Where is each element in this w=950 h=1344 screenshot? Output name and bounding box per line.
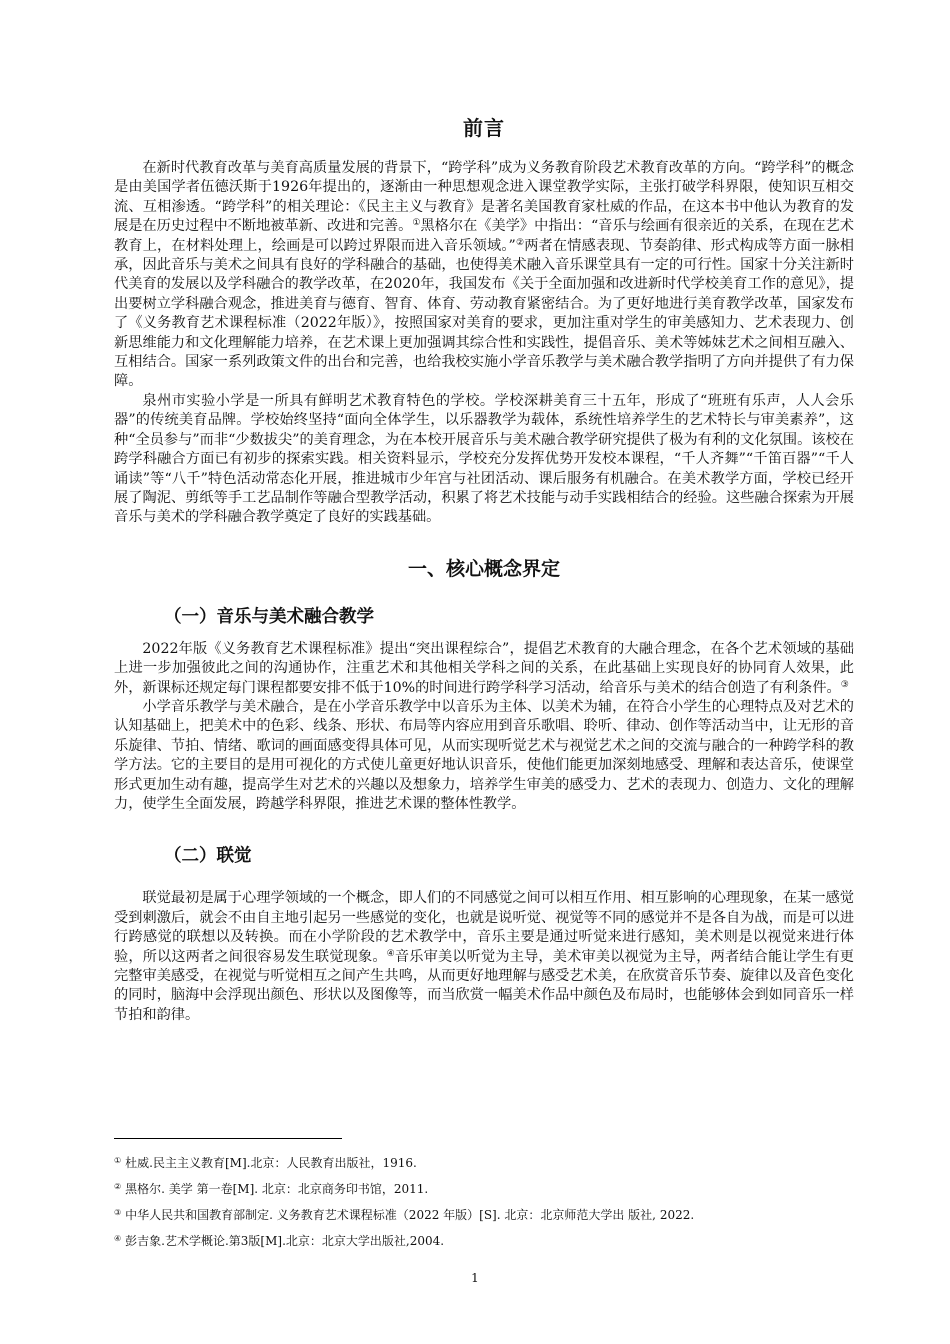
section-heading: 一、核心概念界定 bbox=[407, 557, 560, 580]
text-run: 在新时代教育改革与美育高质量发展的背景下，“跨学科”成为义务教育阶段艺术教育改革的方向。“跨学科”的概念是由美国学者伍德沃斯于1926年提出的，逐渐由一种思想观念进入课堂教学实际，主张打破学科界限，使知识互相交流、互相渗透。“跨学科”的相关理论：《民主主义与教育》是著名美国教育家杜威的作品，在这本书中他认为教育的发展是在历史过程中不断地被革新、改进和完善。 bbox=[114, 160, 854, 235]
footnote-text: 黑格尔. 美学 第一卷[M]. 北京：北京商务印书馆，2011. bbox=[125, 1182, 429, 1196]
subsection-heading: （一）音乐与美术融合教学 bbox=[164, 606, 374, 627]
footnote-ref: ② bbox=[515, 237, 525, 248]
footnote-ref: ① bbox=[412, 218, 421, 229]
footnote-text: 中华人民共和国教育部制定. 义务教育艺术课程标准（2022 年版）[S]. 北京：北京师范大学出 版社, 2022. bbox=[125, 1208, 695, 1222]
text-run: 两者在情感表现、节奏韵律、形式构成等方面一脉相承，因此音乐与美术之间具有良好的学科融合的基础，也使得美术融入音乐课堂具有一定的可行性。国家十分关注新时代美育的发展以及学科融合的教学改革，在2020年，我国发布《关于全面加强和改进新时代学校美育工作的意见》，提出要树立学科融合观念，推进美育与德育、智育、体育、劳动教育紧密结合。为了更好地进行美育教学改革，国家发布了《义务教育艺术课程标准（2022年版）》，按照国家对美育的要求，更加注重对学生的审美感知力、艺术表现力、创新思维能力和文化理解能力培养，在艺术课上更加强调其综合性和实践性，提倡音乐、美术等姊妹艺术之间相互融入、互相结合。国家一系列政策文件的出台和完善，也给我校实施小学音乐教学与美术融合教学指明了方向并提供了有力保障。 bbox=[114, 237, 854, 390]
text-run: 音乐审美以听觉为主导，美术审美以视觉为主导，两者结合能让学生有更完整审美感受，在视觉与听觉相互之间产生共鸣，从而更好地理解与感受艺术美，在欣赏音乐节奏、旋律以及音色变化的同时，脑海中会浮现出颜色、形状以及图像等，而当欣赏一幅美术作品中颜色及布局时，也能够体会到如同音乐一样节拍和韵律。 bbox=[114, 948, 854, 1023]
footnote-item bbox=[114, 1202, 854, 1228]
page-title: 前言 bbox=[463, 116, 505, 140]
footnote-text: 彭吉象.艺术学概论.第3版[M].北京：北京大学出版社,2004. bbox=[125, 1234, 445, 1248]
footnote-ref: ④ bbox=[386, 948, 395, 959]
footnote-mark: ④ bbox=[114, 1234, 122, 1243]
body-paragraph bbox=[114, 640, 854, 698]
text-run: 黑格尔在《美学》中指出：“音乐与绘画有很亲近的关系，在现在艺术教育上，在材料处理上，绘画是可以跨过界限而进入音乐领域。” bbox=[114, 218, 854, 254]
preface-body bbox=[114, 159, 854, 528]
footnote-mark: ② bbox=[114, 1182, 122, 1191]
subsection-heading: （二）联觉 bbox=[164, 846, 252, 867]
footnote-item bbox=[114, 1150, 854, 1176]
footnote-item bbox=[114, 1176, 854, 1202]
footnote-separator bbox=[114, 1138, 342, 1139]
text-run: 联觉最初是属于心理学领域的一个概念，即人们的不同感觉之间可以相互作用、相互影响的心理现象，在某一感觉受到刺激后，就会不由自主地引起另一些感觉的变化，也就是说听觉、视觉等不同的感觉并不是各自为战，而是可以进行跨感觉的联想以及转换。而在小学阶段的艺术教学中，音乐主要是通过听觉来进行感知，美术则是以视觉来进行体验，所以这两者之间很容易发生联觉现象。 bbox=[114, 890, 854, 965]
text-run: 2022年版《义务教育艺术课程标准》提出“突出课程综合”，提倡艺术教育的大融合理念，在各个艺术领域的基础上进一步加强彼此之间的沟通协作，注重艺术和其他相关学科之间的关系，在此基础上实现良好的协同育人效果，此外，新课标还规定每门课程都要安排不低于10%的时间进行跨学科学习活动，给音乐与美术的结合创造了有利条件。 bbox=[114, 640, 854, 696]
footnote-ref: ③ bbox=[840, 679, 849, 690]
text-run: 小学音乐教学与美术融合，是在小学音乐教学中以音乐为主体、以美术为辅，在符合小学生的心理特点及对艺术的认知基础上，把美术中的色彩、线条、形状、布局等内容应用到音乐歌唱、聆听、律动、创作等活动当中，让无形的音乐旋律、节拍、情绪、歌词的画面感变得具体可见，从而实现听觉艺术与视觉艺术之间的交流与融合的一种跨学科的教学方法。它的主要目的是用可视化的方式使儿童更好地认识音乐，使他们能更加深刻地感受、理解和表达音乐，使课堂形式更加生动有趣，提高学生对艺术的兴趣以及想象力，培养学生审美的感受力、艺术的表现力、创造力、文化的理解力，使学生全面发展，跨越学科界限，推进艺术课的整体性教学。 bbox=[114, 698, 854, 812]
footnote-item bbox=[114, 1228, 854, 1254]
body-paragraph bbox=[114, 159, 854, 392]
footnote-mark: ① bbox=[114, 1156, 122, 1165]
footnote-mark: ③ bbox=[114, 1208, 122, 1217]
footnotes bbox=[114, 1150, 854, 1254]
page-number: 1 bbox=[471, 1271, 479, 1285]
text-run: 泉州市实验小学是一所具有鲜明艺术教育特色的学校。学校深耕美育三十五年，形成了“班班有乐声，人人会乐器”的传统美育品牌。学校始终坚持“面向全体学生，以乐器教学为载体，系统性培养学生的艺术特长与审美素养”，这种“全员参与”而非“少数拔尖”的美育理念，为在本校开展音乐与美术融合教学研究提供了极为有利的文化氛围。该校在跨学科融合方面已有初步的探索实践。相关资料显示，学校充分发挥优势开发校本课程，“千人齐舞”“千笛百器”“千人诵读”等“八千”特色活动常态化开展，推进城市少年宫与社团活动、课后服务有机融合。在美术教学方面，学校已经开展了陶泥、剪纸等手工艺品制作等融合型教学活动，积累了将艺术技能与动手实践相结合的经验。这些融合探索为开展音乐与美术的学科融合教学奠定了良好的实践基础。 bbox=[114, 392, 854, 526]
footnote-text: 杜威.民主主义教育[M].北京：人民教育出版社，1916. bbox=[125, 1156, 417, 1170]
body-paragraph bbox=[114, 392, 854, 528]
body-paragraph bbox=[114, 698, 854, 814]
body-paragraph bbox=[114, 889, 854, 1025]
